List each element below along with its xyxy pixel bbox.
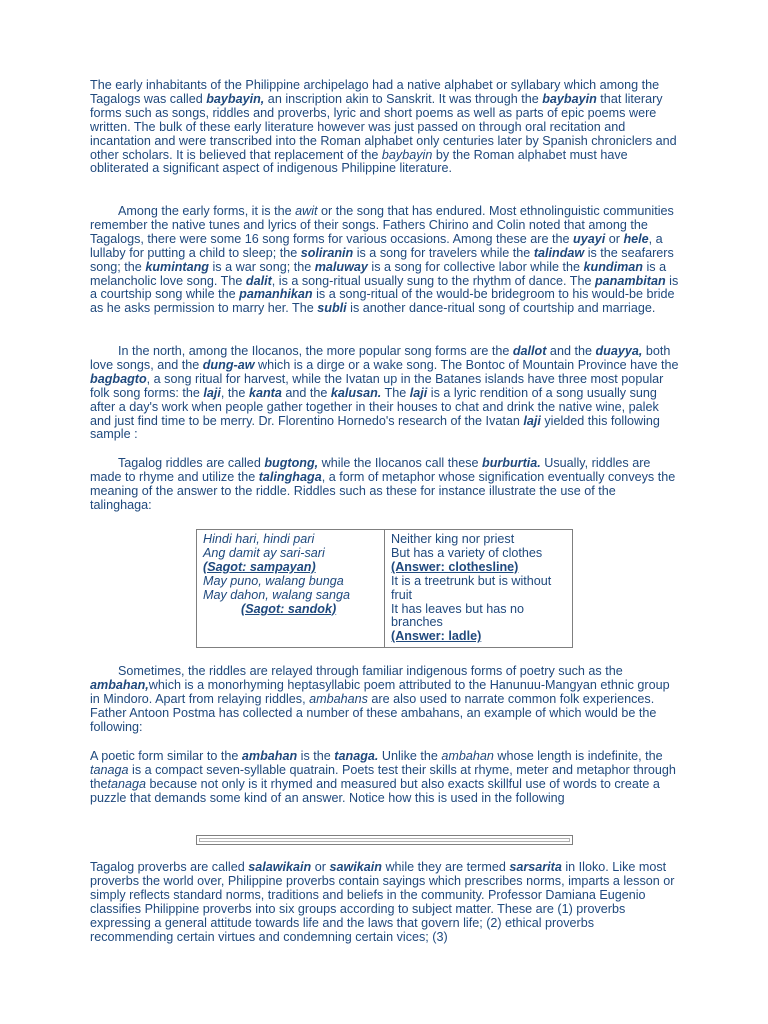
riddles-tagalog-column — [197, 530, 385, 647]
term-text: awit — [295, 204, 318, 218]
text-run: or — [605, 231, 624, 246]
text-run: is the — [297, 749, 335, 763]
riddle-line: May puno, walang bunga — [203, 573, 344, 588]
riddle-answer: (Answer: clothesline) — [391, 559, 519, 574]
term-text: baybayin — [381, 147, 433, 162]
text-run: Usually, riddles are made to rhyme and utilize the — [90, 456, 651, 484]
term-text: ambahan — [441, 749, 494, 763]
riddle-line: Neither king nor priest — [391, 532, 515, 546]
term-text: bagbagto — [90, 371, 147, 386]
text-run: is a melancholic love song. The — [90, 259, 667, 288]
term-text: laji — [203, 385, 221, 400]
paragraph-riddles — [90, 457, 680, 513]
term-text: dalit — [245, 273, 272, 288]
text-run: The early inhabitants of the Philippine archipelago had a native alphabet or syllabary which among the Tagalogs was called — [90, 78, 660, 106]
riddle-answer: (Answer: ladle) — [391, 629, 482, 644]
term-text: bugtong, — [264, 456, 319, 470]
term-text: baybayin — [542, 91, 597, 106]
term-text: pamanhikan — [239, 287, 313, 302]
text-run: A poetic form similar to the — [90, 749, 242, 763]
term-text: kumintang — [145, 259, 209, 274]
text-run: is a courtship song while the — [90, 273, 679, 302]
text-run: an inscription akin to Sanskrit. It was through the — [264, 91, 543, 106]
empty-table — [196, 835, 573, 845]
text-run: is a song-ritual of the would-be bridegroom to his would-be bride as he asks permission to marry her. The — [90, 287, 675, 316]
term-text: kanta — [248, 385, 282, 400]
text-run: are also used to narrate common folk experiences. Father Antoon Postma has collected a number of these ambahans, an example of which would be the following: — [90, 691, 657, 734]
text-run: Tagalog riddles are called — [118, 456, 265, 470]
term-text: tanaga. — [334, 749, 379, 763]
term-text: ambahans — [309, 691, 368, 706]
text-run: , is a song-ritual usually sung to the rhythm of dance. The — [271, 273, 595, 288]
term-text: baybayin, — [206, 91, 265, 106]
text-run: or the song that has endured. Most ethnolinguistic communities remember the native tunes and lyrics of their songs. Fathers Chirino and Colin noted that among the Tagalogs, there were some 16 song forms for various occasions. Among these are the — [90, 204, 674, 246]
paragraph-ambahan — [90, 665, 680, 735]
text-run: , a song ritual for harvest, while the Ivatan up in the Batanes islands have three most popular folk song forms: the — [90, 371, 664, 400]
riddle-line: Ang damit ay sari-sari — [203, 545, 325, 560]
text-run: whose length is indefinite, the — [493, 749, 663, 763]
text-run: and the — [281, 385, 331, 400]
term-text: ambahan — [241, 749, 298, 763]
paragraph-song-forms — [90, 205, 680, 316]
term-text: ambahan, — [90, 677, 149, 692]
riddle-answer: (Sagot: sampayan) — [203, 559, 316, 574]
riddle-line: Hindi hari, hindi pari — [203, 532, 315, 546]
text-run: or — [311, 860, 330, 874]
term-text: sarsarita — [509, 860, 562, 874]
text-run: is another dance-ritual song of courtship and marriage. — [346, 301, 656, 316]
term-text: salawikain — [248, 860, 312, 874]
text-run: both love songs, and the — [90, 344, 671, 372]
riddle-line: It has leaves but has no branches — [391, 601, 525, 630]
term-text: uyayi — [573, 231, 606, 246]
term-text: subli — [317, 301, 347, 316]
term-text: kalusan. — [330, 385, 382, 400]
paragraph-ilocano-songs — [90, 345, 680, 442]
text-run: which is a monorhyming heptasyllabic poem attributed to the Hanunuu-Mangyan ethnic group in Mindoro. Apart from relaying riddles, — [90, 677, 670, 706]
riddle-answer: (Sagot: sandok) — [241, 601, 337, 616]
term-text: dallot — [512, 344, 547, 358]
text-run: is a lyric rendition of a song usually sung after a day's work when people gather together in their houses to chat and drink the native wine, palek and just find time to be merry. Dr. Florentino Hornedo's research of the Ivatan — [90, 385, 659, 428]
term-text: tanaga — [107, 776, 147, 791]
text-run: Unlike the — [378, 749, 442, 763]
paragraph-proverbs — [90, 861, 680, 944]
term-text: maluway — [314, 259, 368, 274]
text-run: Among the early forms, it is the — [118, 204, 296, 218]
term-text: tanaga — [90, 762, 129, 777]
text-run: that literary forms such as songs, riddles and proverbs, lyric and short poems as well as parts of epic poems were written. The bulk of these early literature however was just passed on through oral recitation and incantation and were transcribed into the Roman alphabet only centuries later by Spanish chroniclers and other scholars. It is believed that replacement of the — [90, 91, 677, 162]
term-text: panambitan — [594, 273, 666, 288]
text-run: because not only is it rhymed and measured but also exacts skillful use of words to create a puzzle that demands some kind of an answer. Notice how this is used in the following — [90, 776, 660, 805]
text-run: by the Roman alphabet must have obliterated a significant aspect of indigenous Philippine literature. — [90, 147, 628, 176]
riddle-line: But has a variety of clothes — [391, 545, 543, 560]
term-text: laji — [523, 413, 541, 428]
riddles-english-column — [385, 530, 572, 647]
term-text: talinghaga — [258, 469, 322, 484]
text-run: The — [381, 385, 410, 400]
text-run: yielded this following sample : — [90, 413, 660, 442]
term-text: kundiman — [583, 259, 643, 274]
text-run: , a lullaby for putting a child to sleep; the — [90, 231, 663, 260]
text-run: is a compact seven-syllable quatrain. Poets test their skills at rhyme, meter and metaphor through the — [90, 762, 676, 791]
text-run: is a war song; the — [209, 259, 315, 274]
text-run: which is a dirge or a wake song. The Bontoc of Mountain Province have the — [254, 357, 679, 372]
text-run: in Iloko. Like most proverbs the world over, Philippine proverbs contain sayings which prescribes norms, imparts a lesson or simply reflects standard norms, traditions and beliefs in the community. Professor Damiana Eugenio classifies Philippine proverbs into six groups according to subject matter. These are (1) proverbs expressing a general attitude towards life and the laws that govern life; (2) ethical proverbs recommending certain virtues and condemning certain vices; (3) — [90, 860, 675, 944]
term-text: hele — [623, 231, 649, 246]
text-run: and the — [546, 344, 596, 358]
riddle-line: May dahon, walang sanga — [203, 587, 351, 602]
text-run: is the seafarers song; the — [90, 245, 674, 274]
term-text: laji — [409, 385, 428, 400]
term-text: burburtia. — [482, 456, 541, 470]
riddles-table — [196, 529, 573, 648]
text-run: while they are termed — [381, 860, 510, 874]
term-text: sawikain — [329, 860, 382, 874]
paragraph-baybayin — [90, 79, 680, 176]
text-run: , the — [220, 385, 249, 400]
text-run: while the Ilocanos call these — [318, 456, 482, 470]
text-run: is a song for travelers while the — [353, 245, 534, 260]
text-run: is a song for collective labor while the — [367, 259, 584, 274]
term-text: dung-aw — [202, 357, 255, 372]
text-run: , a form of metaphor whose signification eventually conveys the meaning of the answer to the riddle. Riddles such as these for instance illustrate the use of the talinghaga: — [90, 469, 676, 512]
term-text: soliranin — [300, 245, 354, 260]
term-text: duayya, — [595, 344, 643, 358]
paragraph-tanaga — [90, 750, 680, 806]
term-text: talindaw — [533, 245, 585, 260]
text-run: In the north, among the Ilocanos, the more popular song forms are the — [118, 344, 513, 358]
text-run: Tagalog proverbs are called — [90, 860, 249, 874]
riddle-line: It is a treetrunk but is without fruit — [391, 573, 552, 602]
text-run: Sometimes, the riddles are relayed through familiar indigenous forms of poetry such as the — [118, 664, 623, 678]
